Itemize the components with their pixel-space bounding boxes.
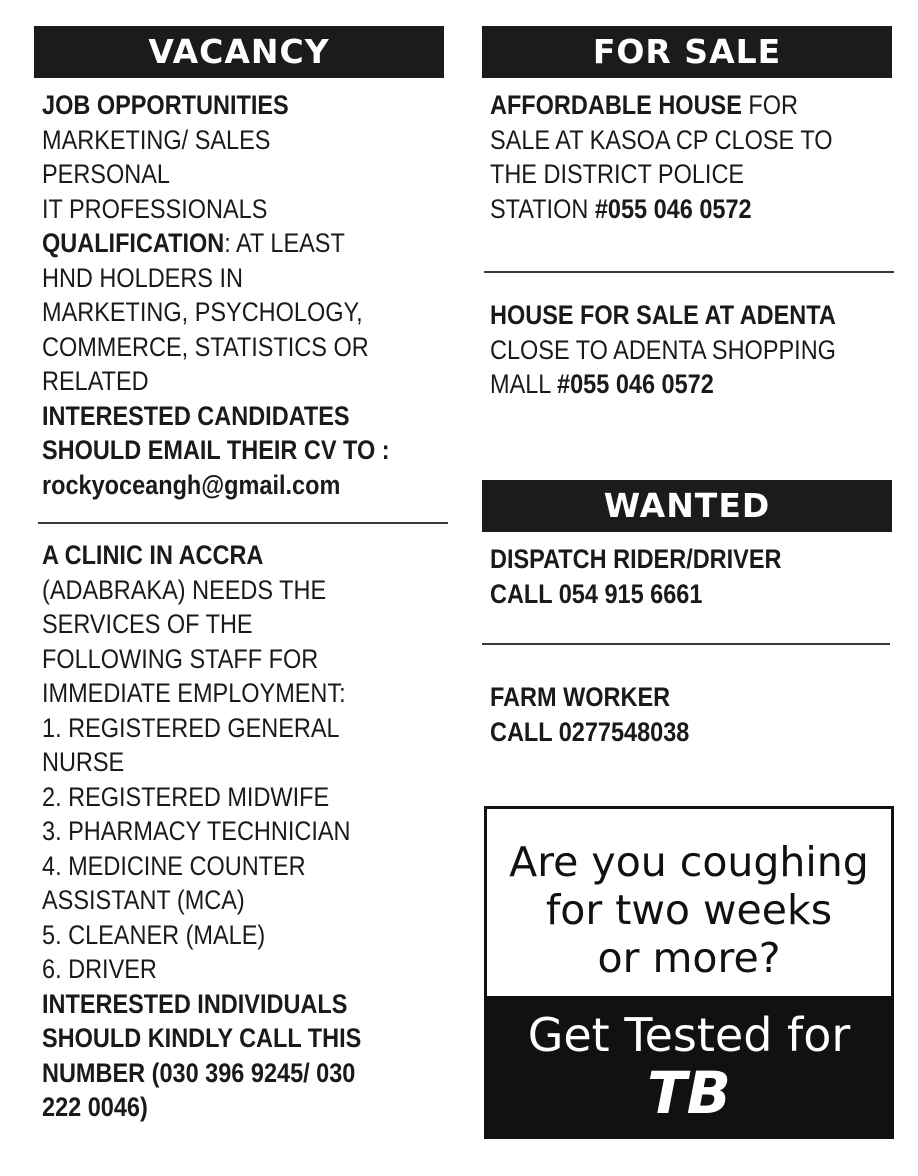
ad-heading: FARM WORKER	[490, 682, 671, 712]
tb-call-to-action	[487, 996, 891, 1136]
ad-line: MARKETING, PSYCHOLOGY,	[42, 297, 363, 327]
call-label: CALL	[490, 578, 559, 609]
ad-line: COMMERCE, STATISTICS OR	[42, 331, 369, 362]
ad-line: 4. MEDICINE COUNTER	[42, 850, 306, 881]
ad-line-bold: NUMBER (030 396 9245/ 030	[42, 1057, 356, 1088]
ad-heading: DISPATCH RIDER/DRIVER	[490, 544, 782, 574]
ad-line: 2. REGISTERED MIDWIFE	[42, 781, 330, 812]
adenta-house-ad	[490, 298, 841, 402]
ad-line-bold: SHOULD EMAIL THEIR CV TO :	[42, 435, 390, 465]
ad-heading: JOB OPPORTUNITIES	[42, 90, 289, 120]
phone-number: #055 046 0572	[594, 193, 752, 224]
divider	[484, 271, 894, 273]
ad-heading: HOUSE FOR SALE AT ADENTA	[490, 300, 836, 330]
ad-line: (ADABRAKA) NEEDS THE	[42, 574, 327, 605]
job-opportunities-ad	[42, 88, 393, 502]
wanted-header: WANTED	[482, 480, 892, 532]
ad-line-bold: SHOULD KINDLY CALL THIS	[42, 1023, 362, 1053]
for-sale-header: FOR SALE	[482, 26, 892, 78]
clinic-ad	[42, 538, 393, 1125]
vacancy-header: VACANCY	[34, 26, 444, 78]
ad-text: STATION	[490, 193, 595, 224]
ad-line: FOLLOWING STAFF FOR	[42, 643, 319, 674]
ad-line: ASSISTANT (MCA)	[42, 885, 245, 915]
ad-line: NURSE	[42, 747, 125, 777]
phone-number: 054 915 6661	[558, 578, 703, 609]
tb-question-line: Are you coughing	[509, 838, 869, 886]
ad-line-bold: 222 0046)	[42, 1092, 148, 1122]
ad-line-bold: INTERESTED CANDIDATES	[42, 400, 350, 431]
call-label: CALL	[490, 716, 559, 747]
ad-line: SERVICES OF THE	[42, 609, 253, 639]
ad-line: HND HOLDERS IN	[42, 262, 243, 293]
ad-line: SALE AT KASOA CP CLOSE TO	[490, 124, 833, 155]
phone-number: #055 046 0572	[557, 369, 714, 399]
ad-text: MALL	[490, 369, 558, 399]
farm-worker-ad	[490, 680, 841, 749]
ad-line: 6. DRIVER	[42, 954, 157, 984]
tb-awareness-ad	[484, 806, 894, 1139]
phone-number: 0277548038	[558, 716, 690, 747]
ad-heading: AFFORDABLE HOUSE	[490, 90, 742, 120]
divider	[482, 643, 890, 645]
ad-line: 1. REGISTERED GENERAL	[42, 712, 340, 743]
qualification-text: : AT LEAST	[224, 228, 345, 258]
tb-question-line: for two weeks	[545, 886, 833, 934]
tb-get-tested: Get Tested for	[527, 1008, 851, 1062]
ad-line: CLOSE TO ADENTA SHOPPING	[490, 334, 836, 365]
dispatch-rider-ad	[490, 542, 841, 611]
kasoa-house-ad	[490, 88, 841, 226]
tb-label: TB	[647, 1059, 731, 1127]
ad-line: IT PROFESSIONALS	[42, 193, 268, 224]
ad-line: IMMEDIATE EMPLOYMENT:	[42, 678, 346, 708]
email-address: rockyoceangh@gmail.com	[42, 469, 341, 500]
tb-question	[487, 809, 891, 1005]
ad-line: MARKETING/ SALES	[42, 124, 271, 155]
ad-line: PERSONAL	[42, 159, 170, 189]
ad-heading: A CLINIC IN ACCRA	[42, 540, 264, 570]
ad-line: 3. PHARMACY TECHNICIAN	[42, 816, 351, 846]
tb-question-line: or more?	[597, 934, 781, 982]
ad-line: RELATED	[42, 366, 149, 396]
ad-line: THE DISTRICT POLICE	[490, 159, 745, 189]
qualification-label: QUALIFICATION	[42, 228, 225, 258]
ad-line-bold: INTERESTED INDIVIDUALS	[42, 988, 348, 1019]
ad-text: FOR	[741, 90, 798, 120]
ad-line: 5. CLEANER (MALE)	[42, 919, 266, 950]
divider	[38, 522, 448, 524]
